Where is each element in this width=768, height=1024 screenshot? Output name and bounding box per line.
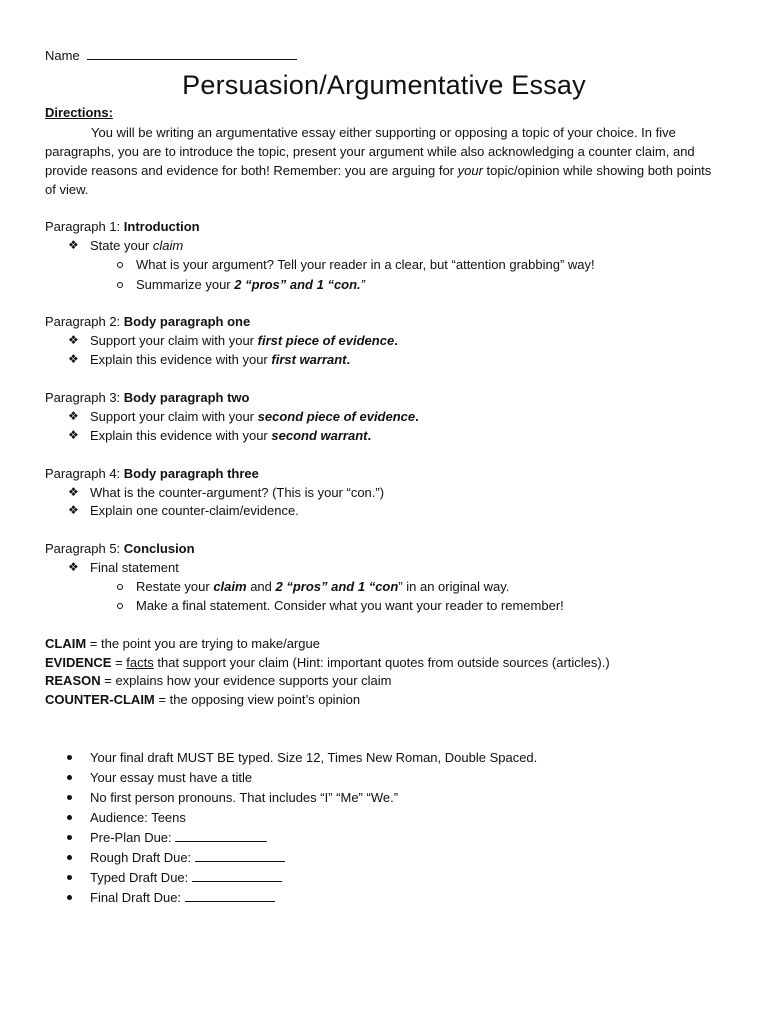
diamond-bullet-icon: ❖ xyxy=(68,503,79,517)
p1-b1-em: claim xyxy=(152,238,184,253)
p3-b2-em: second warrant xyxy=(271,428,368,443)
p3-bullet-1 xyxy=(90,409,419,424)
p4-title: Body paragraph three xyxy=(123,466,259,481)
p3-b1-em: second piece of evidence xyxy=(257,409,416,424)
reason-term: REASON xyxy=(45,673,101,688)
p3-b1-text: Support your claim with your xyxy=(90,409,258,424)
typed-draft-due xyxy=(90,870,282,885)
p4-bullet-1: What is the counter-argument? (This is your “con.”) xyxy=(90,485,385,500)
definition-counter-claim xyxy=(45,692,360,707)
p3-label: Paragraph 3: xyxy=(45,390,124,405)
p1-sub-1: What is your argument? Tell your reader in a clear, but “attention grabbing” way! xyxy=(136,257,595,272)
bullet-dot-icon xyxy=(67,855,72,860)
p2-title: Body paragraph one xyxy=(123,314,251,329)
directions-heading: Directions: xyxy=(45,105,113,120)
pre-plan-due xyxy=(90,830,267,845)
pre-plan-blank xyxy=(175,840,267,842)
p2-bullet-1 xyxy=(90,333,398,348)
rough-draft-due xyxy=(90,850,285,865)
p1-sub2-post: ” xyxy=(360,277,366,292)
p5-title: Conclusion xyxy=(123,541,195,556)
p1-b1-text: State your xyxy=(90,238,153,253)
circle-bullet-icon xyxy=(117,262,123,268)
directions-text xyxy=(45,123,725,199)
p3-b2-text: Explain this evidence with your xyxy=(90,428,272,443)
rough-draft-label: Rough Draft Due: xyxy=(90,850,195,865)
typed-draft-blank xyxy=(192,880,282,882)
name-blank xyxy=(87,58,297,60)
p3-b1-post: . xyxy=(415,409,419,424)
paragraph-3-heading xyxy=(45,390,249,405)
p2-b1-post: . xyxy=(394,333,398,348)
p5-bullet-1: Final statement xyxy=(90,560,179,575)
bullet-dot-icon xyxy=(67,835,72,840)
definition-evidence xyxy=(45,655,610,670)
p1-title: Introduction xyxy=(123,219,200,234)
requirement-item: Your essay must have a title xyxy=(90,770,253,785)
p5-sub-2: Make a final statement. Consider what you want your reader to remember! xyxy=(136,598,564,613)
reason-def: = explains how your evidence supports your claim xyxy=(100,673,392,688)
p3-bullet-2 xyxy=(90,428,371,443)
bullet-dot-icon xyxy=(67,795,72,800)
bullet-dot-icon xyxy=(67,895,72,900)
definition-reason xyxy=(45,673,391,688)
page-title: Persuasion/Argumentative Essay xyxy=(182,70,586,100)
p1-sub2-em: 2 “pros” and 1 “con. xyxy=(234,277,361,292)
final-draft-blank xyxy=(185,900,275,902)
claim-term: CLAIM xyxy=(45,636,87,651)
definition-claim xyxy=(45,636,320,651)
final-draft-label: Final Draft Due: xyxy=(90,890,185,905)
p2-bullet-2 xyxy=(90,352,350,367)
p5-sub1-em1: claim xyxy=(213,579,247,594)
p2-b1-text: Support your claim with your xyxy=(90,333,258,348)
rough-draft-blank xyxy=(195,860,285,862)
pre-plan-label: Pre-Plan Due: xyxy=(90,830,176,845)
typed-draft-label: Typed Draft Due: xyxy=(90,870,192,885)
bullet-dot-icon xyxy=(67,775,72,780)
p4-bullet-2: Explain one counter-claim/evidence. xyxy=(90,503,299,518)
p3-title: Body paragraph two xyxy=(123,390,250,405)
paragraph-2-heading xyxy=(45,314,250,329)
p1-label: Paragraph 1: xyxy=(45,219,124,234)
evidence-def: that support your claim (Hint: important quotes from outside sources (articles).) xyxy=(153,655,610,670)
final-draft-due xyxy=(90,890,275,905)
requirement-item: Your final draft MUST BE typed. Size 12, Times New Roman, Double Spaced. xyxy=(90,750,538,765)
counter-term: COUNTER-CLAIM xyxy=(45,692,155,707)
p4-label: Paragraph 4: xyxy=(45,466,124,481)
evidence-facts: facts xyxy=(126,655,154,670)
circle-bullet-icon xyxy=(117,603,123,609)
paragraph-5-heading xyxy=(45,541,195,556)
p5-label: Paragraph 5: xyxy=(45,541,124,556)
p5-sub-1 xyxy=(136,579,509,594)
diamond-bullet-icon: ❖ xyxy=(68,428,79,442)
circle-bullet-icon xyxy=(117,282,123,288)
requirement-item: Audience: Teens xyxy=(90,810,186,825)
paragraph-4-heading xyxy=(45,466,259,481)
p5-sub1-mid: and xyxy=(246,579,276,594)
bullet-dot-icon xyxy=(67,755,72,760)
p2-b2-em: first warrant xyxy=(271,352,347,367)
evidence-eq: = xyxy=(111,655,127,670)
p2-b1-em: first piece of evidence xyxy=(257,333,395,348)
paragraph-1-heading xyxy=(45,219,200,234)
diamond-bullet-icon: ❖ xyxy=(68,238,79,252)
diamond-bullet-icon: ❖ xyxy=(68,409,79,423)
p2-b2-post: . xyxy=(346,352,351,367)
p3-b2-post: . xyxy=(367,428,372,443)
circle-bullet-icon xyxy=(117,584,123,590)
claim-def: = the point you are trying to make/argue xyxy=(86,636,320,651)
p2-b2-text: Explain this evidence with your xyxy=(90,352,272,367)
p5-sub1-text: Restate your xyxy=(136,579,214,594)
evidence-term: EVIDENCE xyxy=(45,655,112,670)
p1-sub2-text: Summarize your xyxy=(136,277,235,292)
p1-bullet-1 xyxy=(90,238,183,253)
name-line xyxy=(45,48,297,63)
bullet-dot-icon xyxy=(67,875,72,880)
diamond-bullet-icon: ❖ xyxy=(68,333,79,347)
p5-sub1-em2: 2 “pros” and 1 “con xyxy=(275,579,399,594)
bullet-dot-icon xyxy=(67,815,72,820)
requirement-item: No first person pronouns. That includes “I” “Me” “We.” xyxy=(90,790,399,805)
diamond-bullet-icon: ❖ xyxy=(68,352,79,366)
diamond-bullet-icon: ❖ xyxy=(68,485,79,499)
p5-sub1-post: ” in an original way. xyxy=(398,579,510,594)
p2-label: Paragraph 2: xyxy=(45,314,124,329)
p1-sub-2 xyxy=(136,277,365,292)
directions-text-em: your xyxy=(457,163,483,178)
directions-text-2: topic/opinion while showing both points of view. xyxy=(45,163,712,197)
diamond-bullet-icon: ❖ xyxy=(68,560,79,574)
name-label: Name xyxy=(45,48,80,63)
counter-def: = the opposing view point’s opinion xyxy=(154,692,361,707)
directions-text-1: You will be writing an argumentative essay either supporting or opposing a topic of your choice. In five paragraphs, you are to introduce the topic, present your argument while also acknowledging a counter claim, and provide reasons and evidence for both! Remember: you are arguing for xyxy=(45,125,695,178)
